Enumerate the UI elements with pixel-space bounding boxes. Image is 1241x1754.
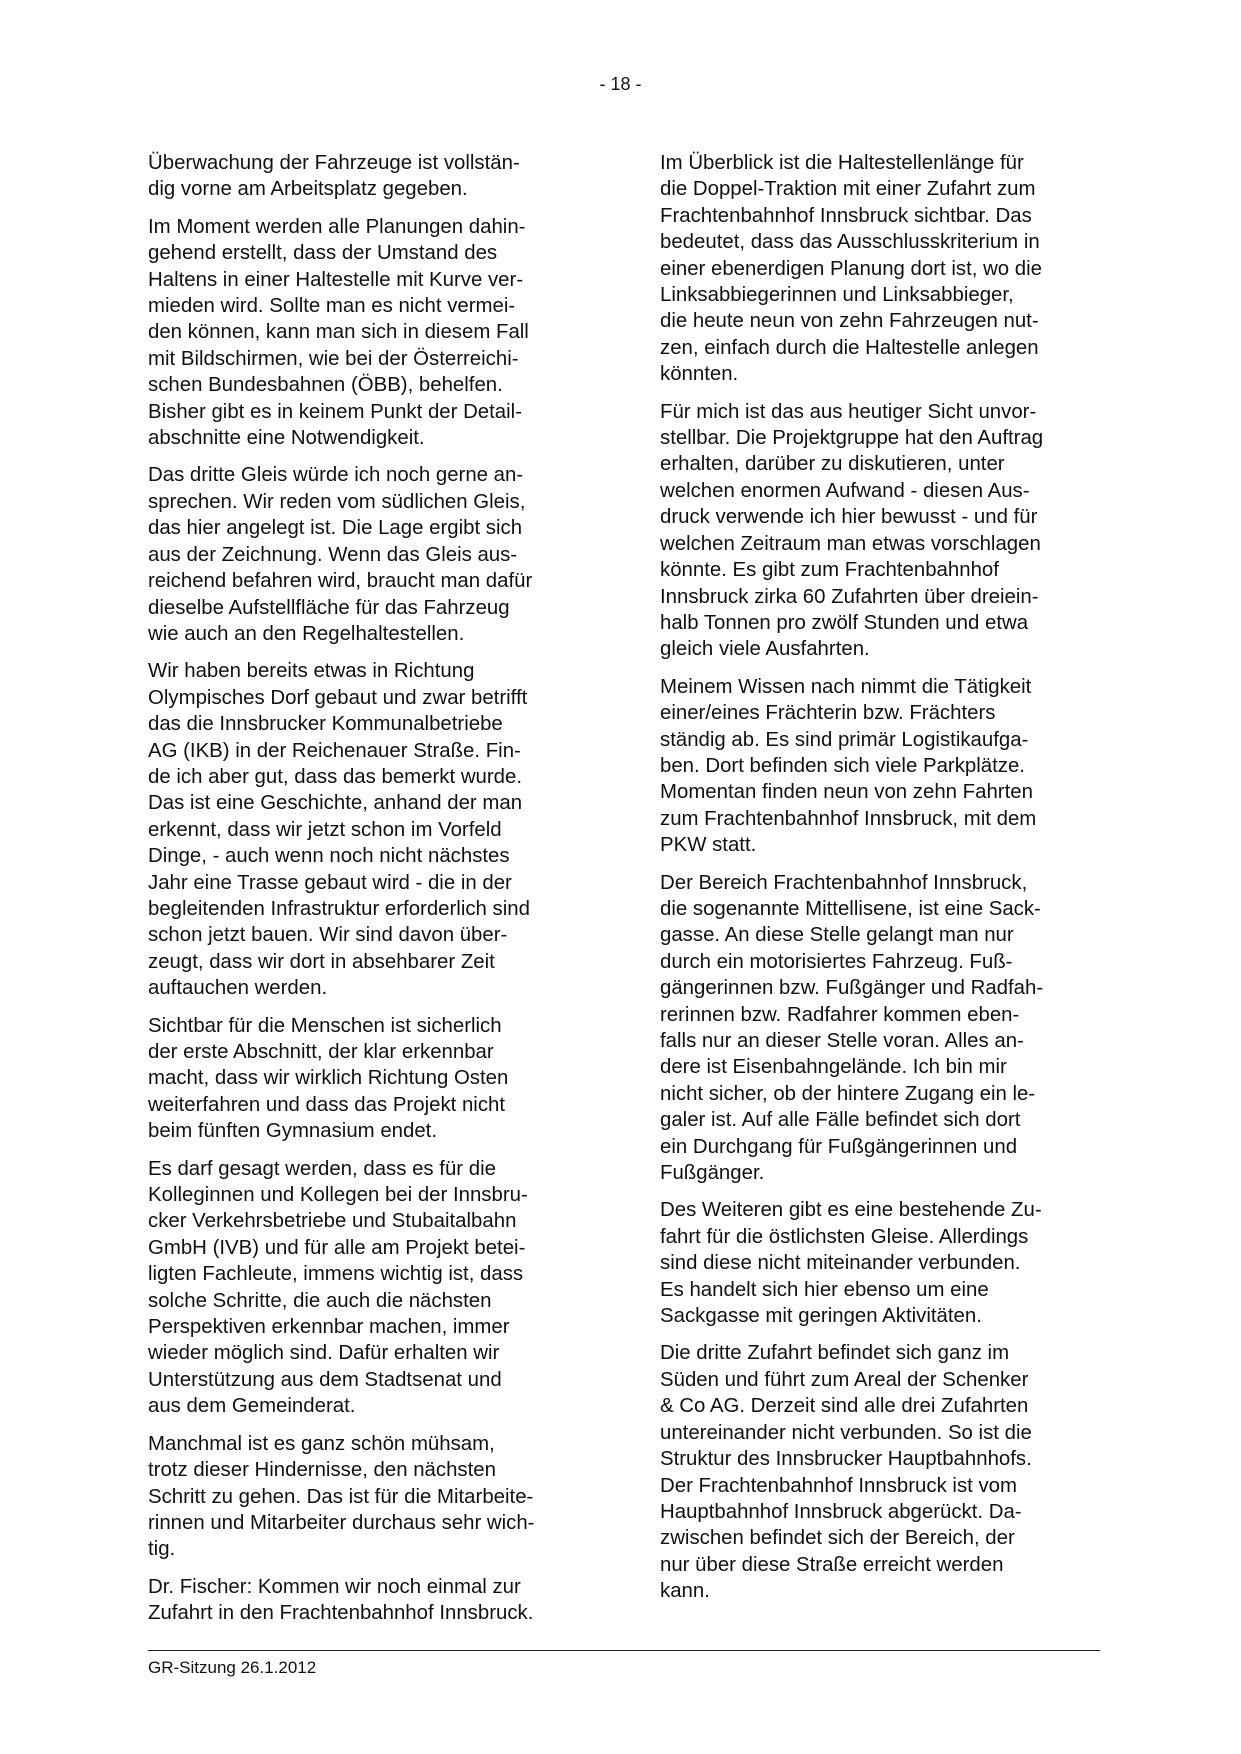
paragraph: Meinem Wissen nach nimmt die Tätigkeit einer/eines Frächterin bzw. Frächters ständig ab. Es sind primär Logistikaufga- ben. Dort befinden sich viele Parkplätze. Momentan finden neun von zehn Fahrten zum Frachtenbahnhof Innsbruck, mit dem PKW statt. bbox=[660, 675, 1037, 857]
paragraph: Das dritte Gleis würde ich noch gerne an- sprechen. Wir reden vom südlichen Gleis, das hier angelegt ist. Die Lage ergibt sich aus der Zeichnung. Wenn das Gleis aus- reichend befahren wird, braucht man dafür dieselbe Aufstellfläche für das Fahrzeug wie auch an den Regelhaltestellen. bbox=[148, 464, 533, 645]
paragraph: Die dritte Zufahrt befindet sich ganz im Süden und führt zum Areal der Schenker & Co AG. Derzeit sind alle drei Zufahrten untereinander nicht verbunden. So ist die Struktur des Innsbrucker Hauptbahnhofs. Der Frachtenbahnhof Innsbruck ist vom Hauptbahnhof Innsbruck abgerückt. Da- zwischen befindet sich der Bereich, der nur über diese Straße erreicht werden kann. bbox=[660, 1342, 1032, 1603]
footer-divider bbox=[148, 1650, 1100, 1651]
footer-text: GR-Sitzung 26.1.2012 bbox=[148, 1658, 317, 1677]
right-column bbox=[660, 150, 1100, 1616]
paragraph: Des Weiteren gibt es eine bestehende Zu- fahrt für die östlichsten Gleise. Allerdings sind diese nicht miteinander verbunden. Es handelt sich hier ebenso um eine Sackgasse mit geringen Aktivitäten. bbox=[660, 1199, 1042, 1328]
paragraph: Der Bereich Frachtenbahnhof Innsbruck, die sogenannte Mittellisene, ist eine Sack- gasse. An diese Stelle gelangt man nur durch ein motorisiertes Fahrzeug. Fuß- gängerinnen bzw. Fußgänger und Radfah- rerinnen bzw. Radfahrer kommen eben- falls nur an dieser Stelle voran. Alles an- dere ist Eisenbahngelände. Ich bin mir nicht sicher, ob der hintere Zugang ein le- galer ist. Auf alle Fälle befindet sich dort ein Durchgang für Fußgängerinnen und Fußgänger. bbox=[660, 871, 1044, 1185]
paragraph: Überwachung der Fahrzeuge ist vollstän- dig vorne am Arbeitsplatz gegeben. bbox=[148, 152, 520, 201]
page-number: - 18 - bbox=[599, 74, 642, 94]
paragraph: Wir haben bereits etwas in Richtung Olympisches Dorf gebaut und zwar betrifft das die Innsbrucker Kommunalbetriebe AG (IKB) in der Reichenauer Straße. Fin- de ich aber gut, dass das bemerkt wurde. Das ist eine Geschichte, anhand der man erkennt, dass wir jetzt schon im Vorfeld Dinge, - auch wenn noch nicht nächstes Jahr eine Trasse gebaut wird - die in der begleitenden Infrastruktur erforderlich sind schon jetzt bauen. Wir sind davon über- zeugt, dass wir dort in absehbarer Zeit auftauchen werden. bbox=[148, 660, 530, 1000]
paragraph: Manchmal ist es ganz schön mühsam, trotz dieser Hindernisse, den nächsten Schritt zu gehen. Das ist für die Mitarbeite- rinnen und Mitarbeiter durchaus sehr wich- tig. bbox=[148, 1432, 535, 1561]
paragraph: Für mich ist das aus heutiger Sicht unvor- stellbar. Die Projektgruppe hat den Auftrag erhalten, darüber zu diskutieren, unter welchen enormen Aufwand - diesen Aus- druck verwende ich hier bewusst - und für welchen Zeitraum man etwas vorschlagen könnte. Es gibt zum Frachtenbahnhof Innsbruck zirka 60 Zufahrten über dreiein- halb Tonnen pro zwölf Stunden und etwa gleich viele Ausfahrten. bbox=[660, 400, 1044, 661]
paragraph: Sichtbar für die Menschen ist sicherlich der erste Abschnitt, der klar erkennbar macht, dass wir wirklich Richtung Osten weiterfahren und dass das Projekt nicht beim fünften Gymnasium endet. bbox=[148, 1014, 509, 1143]
paragraph: Im Überblick ist die Haltestellenlänge für die Doppel-Traktion mit einer Zufahrt zum Frachtenbahnhof Innsbruck sichtbar. Das bedeutet, dass das Ausschlusskriterium in einer ebenerdigen Planung dort ist, wo die Linksabbiegerinnen und Linksabbieger, die heute neun von zehn Fahrzeugen nut- zen, einfach durch die Haltestelle anlegen könnten. bbox=[660, 152, 1043, 386]
paragraph: Dr. Fischer: Kommen wir noch einmal zur Zufahrt in den Frachtenbahnhof Innsbruck. bbox=[148, 1575, 534, 1625]
left-column bbox=[148, 150, 584, 1638]
paragraph: Es darf gesagt werden, dass es für die Kolleginnen und Kollegen bei der Innsbru- cker Verkehrsbetriebe und Stubaitalbahn GmbH (IVB) und für alle am Projekt betei- ligten Fachleute, immens wichtig ist, dass solche Schritte, die auch die nächsten Perspektiven erkennbar machen, immer wieder möglich sind. Dafür erhalten wir Unterstützung aus dem Stadtsenat und aus dem Gemeinderat. bbox=[148, 1157, 528, 1418]
paragraph: Im Moment werden alle Planungen dahin- gehend erstellt, dass der Umstand des Haltens in einer Haltestelle mit Kurve ver- mieden wird. Sollte man es nicht vermei- den können, kann man sich in diesem Fall mit Bildschirmen, wie bei der Österreichi- schen Bundesbahnen (ÖBB), behelfen. Bisher gibt es in keinem Punkt der Detail- abschnitte eine Notwendigkeit. bbox=[148, 215, 529, 450]
